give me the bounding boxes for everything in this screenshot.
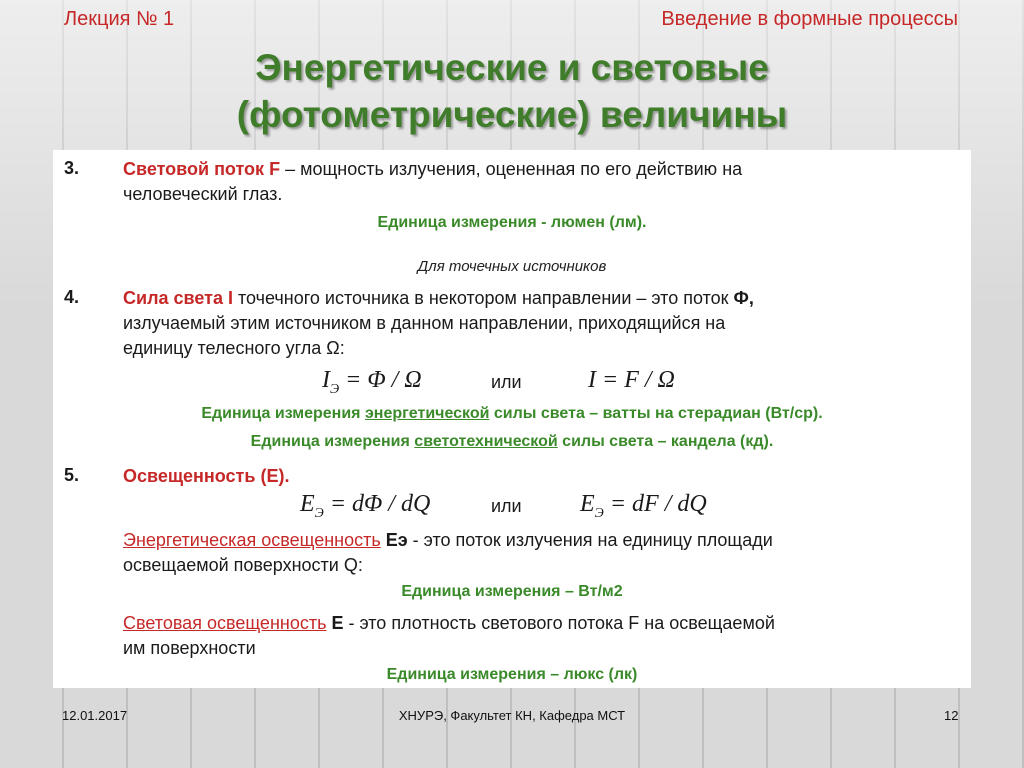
item-3-number: 3.	[64, 158, 80, 178]
footer-date: 12.01.2017	[62, 708, 128, 723]
item-4-line2: излучаемый этим источником в данном направлении, приходящийся на	[123, 313, 726, 333]
item-3-unit	[53, 214, 971, 232]
item-3-unit-prefix: Единица измерения -	[377, 214, 551, 231]
light-illuminance-line2: им поверхности	[123, 638, 256, 658]
energy-illuminance-line1: Энергетическая освещенность Еэ - это поток излучения на единицу площади	[123, 530, 773, 550]
item-3-text: – мощность излучения, оцененная по его действию на	[280, 159, 743, 179]
item-4-unit-light: Единица измерения светотехнической силы света – кандела (кд).	[250, 433, 774, 450]
item-3-line2: человеческий глаз.	[123, 184, 283, 204]
item-4-line1	[123, 286, 953, 310]
item-3-unit-value: люмен (лм).	[550, 214, 647, 231]
item-3-term: Световой поток F	[123, 159, 281, 179]
energy-illuminance-line2: освещаемой поверхности Q:	[123, 555, 363, 575]
course-title: Введение в формные процессы	[661, 8, 958, 30]
slide-title-line2: (фотометрические) величины	[236, 94, 788, 135]
formula-illuminance-light: $E_Э$ = dF / dQ	[580, 491, 707, 521]
formula-intensity-light: I = F / Ω	[588, 367, 675, 393]
item-4-term: Сила света I	[123, 288, 233, 308]
item-5-term: Освещенность (Е).	[123, 466, 290, 486]
slide-title	[0, 44, 1024, 138]
item-4-number: 4.	[64, 287, 80, 307]
item-5-number: 5.	[64, 465, 80, 485]
energy-illuminance-unit: Единица измерения – Вт/м2	[401, 583, 623, 600]
lecture-label: Лекция № 1	[64, 8, 175, 30]
point-sources-note: Для точечных источников	[417, 258, 607, 275]
light-illuminance-line1: Световая освещенность Е - это плотность светового потока F на освещаемой	[123, 613, 775, 633]
footer-institution: ХНУРЭ, Факультет КН, Кафедра МСТ	[398, 708, 626, 723]
item-4-line3: единицу телесного угла Ω:	[123, 338, 345, 358]
footer-page-number: 12	[944, 708, 959, 723]
formula-intensity-energy: $I_Э = \Phi / \Omega$	[322, 367, 422, 397]
item-3-line1	[123, 157, 953, 181]
light-illuminance-unit: Единица измерения – люкс (лк)	[386, 666, 638, 683]
slide-title-line1: Энергетические и световые	[255, 47, 769, 88]
item-4-phi: Ф,	[733, 288, 754, 308]
item-4-unit-energy: Единица измерения энергетической силы света – ватты на стерадиан (Вт/ср).	[201, 405, 823, 422]
item-5-or: или	[491, 496, 522, 516]
item-4-text: точечного источника в некотором направлении – это поток	[232, 288, 734, 308]
item-4-or: или	[491, 372, 522, 392]
formula-illuminance-energy: $E_Э = d\Phi$ / dQ	[300, 491, 431, 521]
